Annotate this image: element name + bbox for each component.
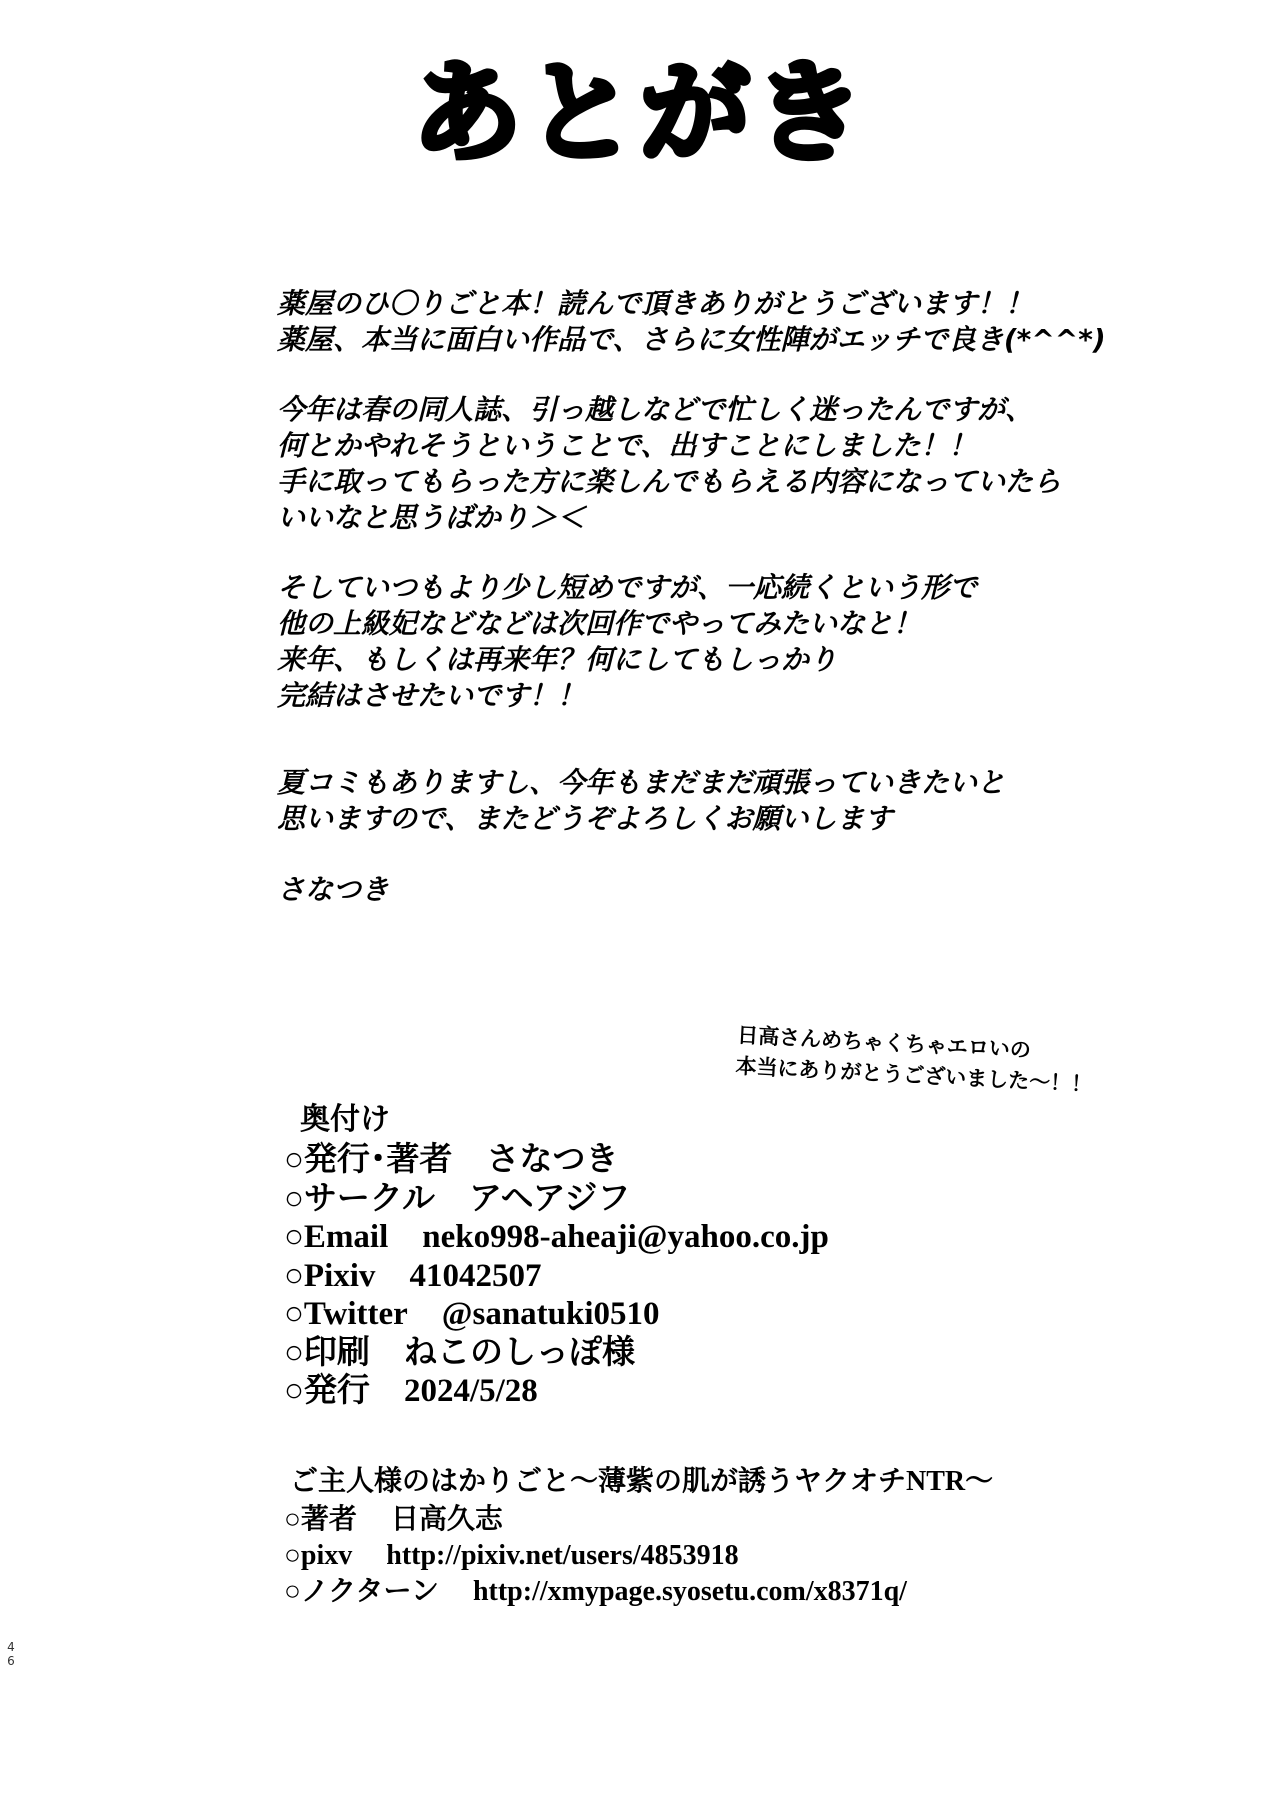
colophon-list (284, 1141, 1244, 1411)
credit-row-author (284, 1502, 1244, 1538)
afterword-line: 思いますので、またどうぞよろしくお願いします (277, 802, 893, 835)
side-note-line: 日高さんめちゃくちゃエロいの (736, 1022, 1032, 1063)
afterword-line: いいなと思うばかり＞＜ (277, 501, 586, 534)
page-number (4, 1640, 18, 1668)
colophon-value: 2024/5/28 (403, 1373, 538, 1409)
colophon-row-pixiv (284, 1257, 1244, 1296)
credit-row-pixiv (284, 1538, 1244, 1574)
credit-label: ○著者 (284, 1504, 357, 1535)
afterword-paragraph-4 (277, 765, 1237, 837)
colophon-row-date (284, 1372, 1244, 1411)
credit-label: ○ノクターン (284, 1576, 439, 1607)
colophon-row-printer (284, 1334, 1244, 1373)
afterword-line: 薬屋のひ〇りごと本！読んで頂きありがとうございます！！ (277, 287, 1034, 320)
afterword-paragraph-2 (277, 392, 1237, 536)
afterword-line: 来年、もしくは再来年？何にしてもしっかり (277, 643, 838, 676)
colophon-value: ねこのしっぽ様 (403, 1334, 635, 1371)
credit-value: 日高久志 (390, 1504, 503, 1535)
colophon-row-email (284, 1218, 1244, 1257)
colophon-row-circle (284, 1180, 1244, 1219)
colophon-value: @sanatuki0510 (441, 1296, 660, 1332)
side-note-line: 本当にありがとうございました～！！ (734, 1053, 1093, 1097)
afterword-line: 手に取ってもらった方に楽しんでもらえる内容になっていたら (277, 465, 1062, 498)
colophon-value: 41042507 (409, 1257, 542, 1294)
credit-label: ○pixv (284, 1540, 353, 1571)
colophon-heading: 奥付け (300, 1103, 390, 1136)
colophon-label: ○Email (284, 1219, 389, 1255)
page-number-digit: 4 (7, 1640, 15, 1654)
colophon-value: neko998-aheaji@yahoo.co.jp (422, 1219, 829, 1255)
afterword-signature: さなつき (277, 873, 390, 906)
afterword-line: 今年は春の同人誌、引っ越しなどで忙しく迷ったんですが、 (277, 393, 1034, 426)
side-note (735, 1020, 1178, 1105)
colophon-label: ○発行 (284, 1373, 370, 1409)
colophon-value: アヘアジフ (468, 1180, 631, 1217)
credit-list (284, 1502, 1244, 1610)
afterword-paragraph-1 (277, 286, 1237, 358)
colophon-label: ○Pixiv (284, 1257, 376, 1294)
afterword-paragraph-3 (277, 570, 1237, 714)
afterword-line: 薬屋、本当に面白い作品で、さらに女性陣がエッチで良き(*^^*) (277, 323, 1106, 356)
colophon-label: ○印刷 (284, 1334, 370, 1371)
colophon-label: ○サークル (284, 1180, 435, 1217)
colophon-label: ○Twitter (284, 1296, 408, 1332)
colophon-value: さなつき (486, 1142, 619, 1178)
credit-row-nocturne (284, 1574, 1244, 1610)
afterword-line: 他の上級妃などなどは次回作でやってみたいなと！ (277, 607, 922, 640)
afterword-line: 完結はさせたいです！！ (277, 679, 586, 712)
colophon-row-publisher (284, 1141, 1244, 1180)
credit-value: http://pixiv.net/users/4853918 (386, 1540, 739, 1571)
afterword-line: 夏コミもありますし、今年もまだまだ頑張っていきたいと (277, 766, 1006, 799)
afterword-line: そしていつもより少し短めですが、一応続くという形で (277, 571, 978, 604)
afterword-line: 何とかやれそうということで、出すことにしました！！ (277, 429, 977, 462)
colophon-label: ○発行･著者 (284, 1142, 453, 1178)
page-title: あとがき (412, 49, 868, 177)
colophon-row-twitter (284, 1295, 1244, 1334)
credit-title: ご主人様のはかりごと～薄紫の肌が誘うヤクオチNTR～ (290, 1466, 994, 1497)
credit-value: http://xmypage.syosetu.com/x8371q/ (472, 1576, 907, 1607)
page-number-digit: 6 (7, 1654, 15, 1668)
